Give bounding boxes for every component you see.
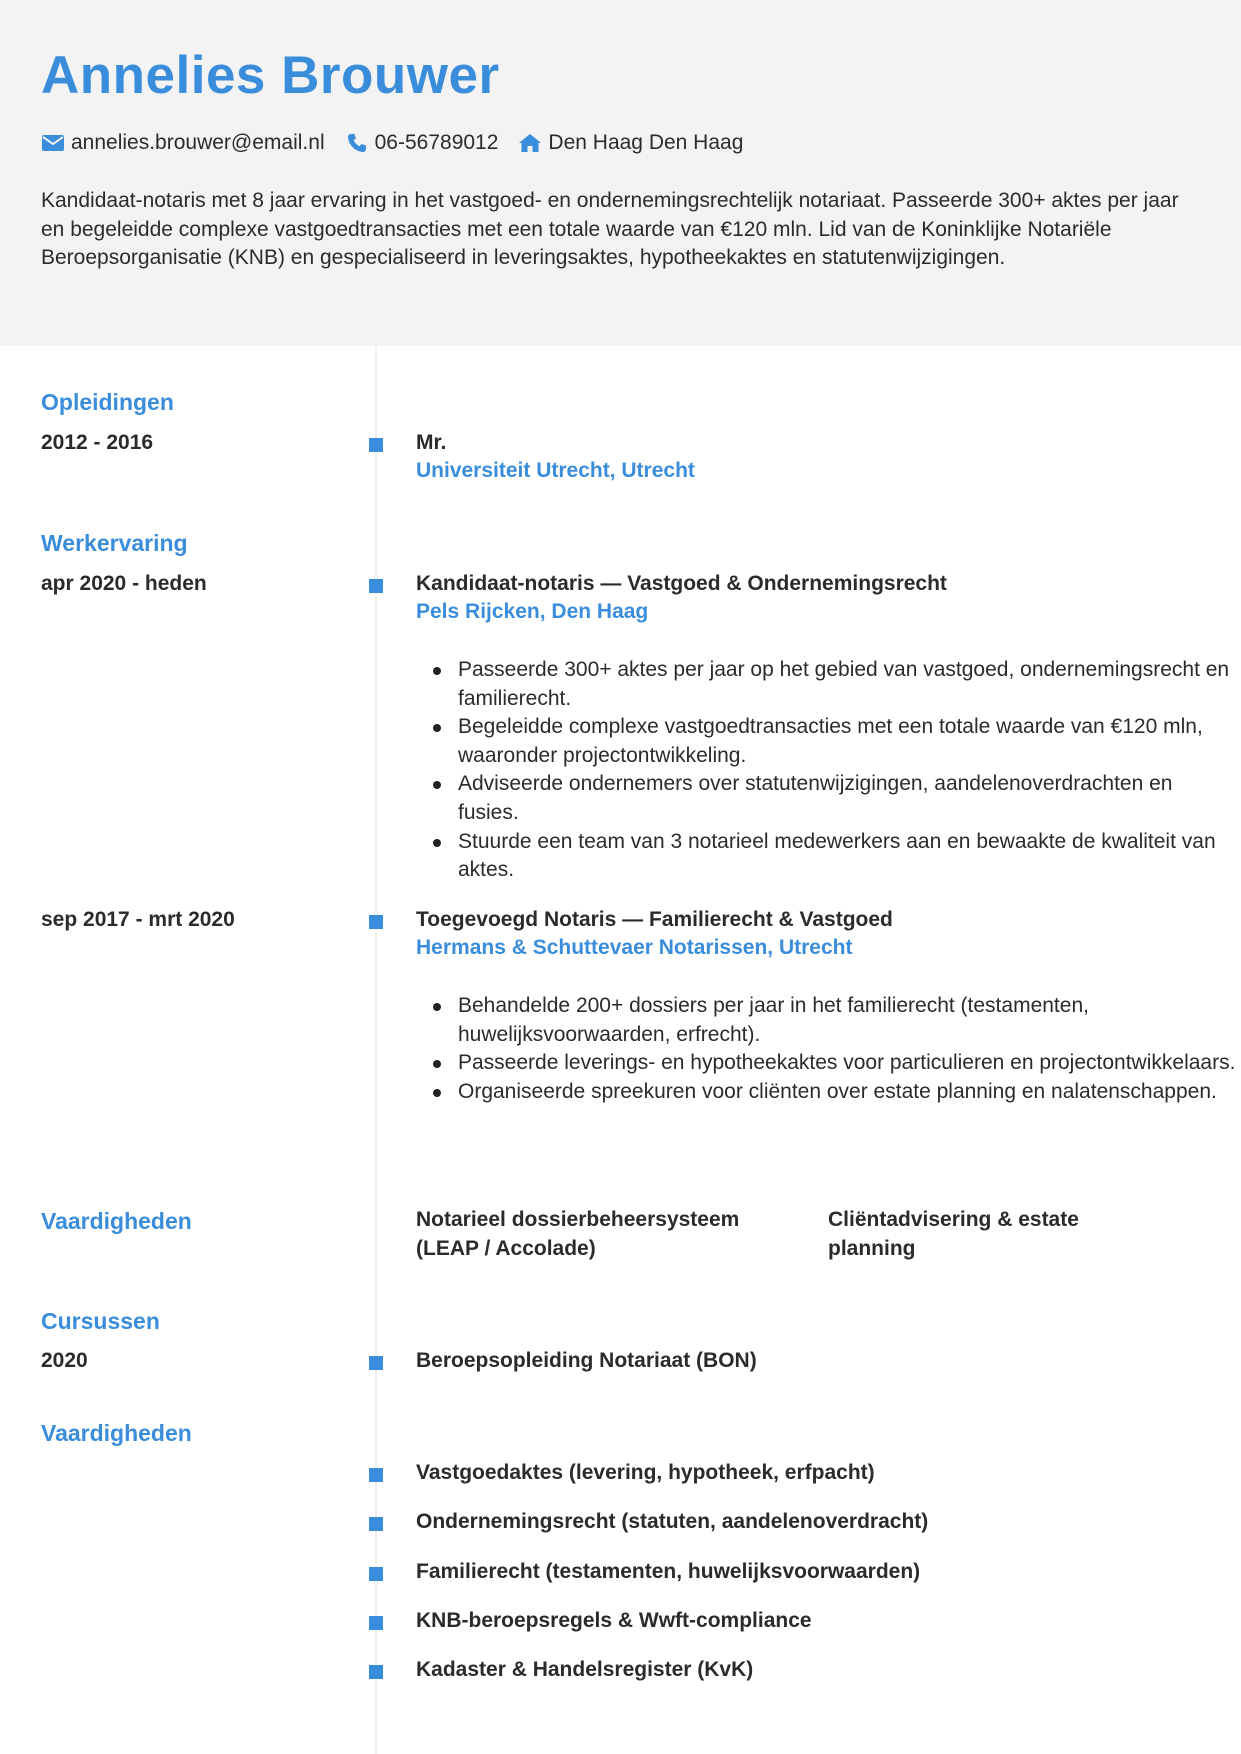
envelope-icon bbox=[41, 131, 65, 155]
job-date: apr 2020 - heden bbox=[41, 572, 207, 595]
home-icon bbox=[518, 131, 542, 155]
header bbox=[0, 0, 1241, 346]
job-bullet: Passeerde 300+ aktes per jaar op het gebied van vastgoed, ondernemingsrecht en familierecht. bbox=[458, 656, 1238, 713]
section-title-competences: Vaardigheden bbox=[41, 1420, 192, 1446]
job-bullet: Adviseerde ondernemers over statutenwijzigingen, aandelenoverdrachten en fusies. bbox=[458, 770, 1238, 827]
section-title-experience: Werkervaring bbox=[41, 530, 188, 556]
competence-item: Ondernemingsrecht (statuten, aandelenoverdracht) bbox=[416, 1510, 929, 1533]
section-title-skills: Vaardigheden bbox=[41, 1208, 192, 1234]
location-text: Den Haag Den Haag bbox=[548, 131, 744, 154]
phone-text: 06-56789012 bbox=[374, 131, 499, 154]
candidate-name: Annelies Brouwer bbox=[41, 46, 500, 105]
timeline-marker bbox=[369, 1665, 383, 1679]
education-school: Universiteit Utrecht, Utrecht bbox=[416, 459, 695, 482]
job-company: Hermans & Schuttevaer Notarissen, Utrecht bbox=[416, 936, 853, 959]
email-text: annelies.brouwer@email.nl bbox=[71, 131, 325, 154]
competence-item: Familierecht (testamenten, huwelijksvoorwaarden) bbox=[416, 1560, 921, 1583]
contact-location bbox=[518, 131, 743, 155]
timeline-marker bbox=[369, 915, 383, 929]
education-degree: Mr. bbox=[416, 431, 447, 454]
job-title: Toegevoegd Notaris — Familierecht & Vastgoed bbox=[416, 908, 893, 931]
job-bullet: Passeerde leverings- en hypotheekaktes voor particulieren en projectontwikkelaars. bbox=[458, 1049, 1238, 1078]
competence-item: Kadaster & Handelsregister (KvK) bbox=[416, 1658, 754, 1681]
job-bullet: Stuurde een team van 3 notarieel medewerkers aan en bewaakte de kwaliteit van aktes. bbox=[458, 828, 1238, 885]
contact-email[interactable] bbox=[41, 131, 325, 155]
contact-phone[interactable] bbox=[345, 131, 499, 155]
education-date: 2012 - 2016 bbox=[41, 431, 154, 454]
phone-icon bbox=[345, 131, 369, 155]
course-date: 2020 bbox=[41, 1349, 88, 1372]
job-bullet: Organiseerde spreekuren voor cliënten over estate planning en nalatenschappen. bbox=[458, 1078, 1238, 1107]
job-bullet: Begeleidde complexe vastgoedtransacties met een totale waarde van €120 mln, waaronder projectontwikkeling. bbox=[458, 713, 1238, 770]
timeline-marker bbox=[369, 1517, 383, 1531]
timeline-marker bbox=[369, 1567, 383, 1581]
timeline-marker bbox=[369, 438, 383, 452]
job-bullet: Behandelde 200+ dossiers per jaar in het familierecht (testamenten, huwelijksvoorwaarden, erfrecht). bbox=[458, 992, 1238, 1049]
timeline-marker bbox=[369, 1616, 383, 1630]
section-title-courses: Cursussen bbox=[41, 1308, 160, 1334]
profile-summary: Kandidaat-notaris met 8 jaar ervaring in het vastgoed- en ondernemingsrechtelijk notariaat. Passeerde 300+ aktes per jaar en begeleidde complexe vastgoedtransacties met een totale waarde van €120 mln. Lid van de Koninklijke Notariële Beroepsorganisatie (KNB) en gespecialiseerd in leveringsaktes, hypotheekaktes en statutenwijzigingen. bbox=[41, 189, 1179, 270]
job-bullets bbox=[416, 992, 1238, 1106]
timeline-marker bbox=[369, 579, 383, 593]
timeline-marker bbox=[369, 1468, 383, 1482]
skill-item: Notarieel dossierbeheersysteem (LEAP / Accolade) bbox=[416, 1208, 740, 1260]
contact-bar bbox=[41, 128, 763, 158]
section-title-education: Opleidingen bbox=[41, 389, 174, 415]
job-company: Pels Rijcken, Den Haag bbox=[416, 600, 649, 623]
job-date: sep 2017 - mrt 2020 bbox=[41, 908, 235, 931]
competence-item: Vastgoedaktes (levering, hypotheek, erfpacht) bbox=[416, 1461, 875, 1484]
timeline-divider bbox=[375, 346, 377, 1754]
course-name: Beroepsopleiding Notariaat (BON) bbox=[416, 1349, 757, 1372]
skill-item: Cliëntadvisering & estate planning bbox=[828, 1208, 1079, 1260]
timeline-marker bbox=[369, 1356, 383, 1370]
competence-item: KNB-beroepsregels & Wwft-compliance bbox=[416, 1609, 812, 1632]
job-bullets bbox=[416, 656, 1238, 885]
job-title: Kandidaat-notaris — Vastgoed & Ondernemingsrecht bbox=[416, 572, 947, 595]
